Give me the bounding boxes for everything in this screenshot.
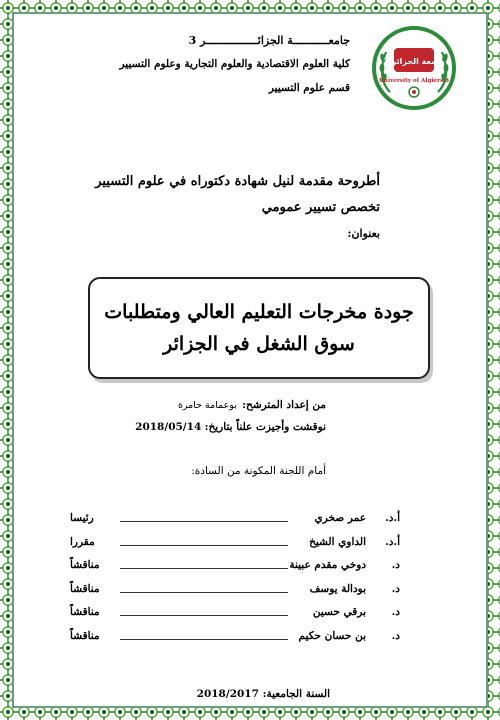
defense-label: نوقشت وأجيزت علناً بتاريخ: bbox=[204, 421, 326, 433]
member-role: رئيسا bbox=[70, 512, 94, 524]
dash-rule bbox=[120, 592, 288, 593]
committee-list bbox=[70, 508, 400, 650]
university-name: جامعـــــــــــة الجزائــــــــــــــــر 3 bbox=[188, 34, 350, 47]
committee-row bbox=[70, 579, 400, 603]
member-name: بودالة يوسف bbox=[309, 582, 366, 595]
thesis-title-line-1: جودة مخرجات التعليم العالي ومتطلبات bbox=[104, 300, 414, 323]
department-name: قسم علوم التسيير bbox=[268, 82, 350, 94]
specialty-line: تخصص تسيير عمومي bbox=[261, 200, 380, 215]
committee-row bbox=[70, 508, 400, 532]
thesis-title-line-2: سوق الشغل في الجزائر bbox=[163, 333, 355, 355]
member-role: مناقشاً bbox=[70, 606, 100, 619]
member-title: أ.د. bbox=[385, 512, 400, 524]
academic-year-value: 2018/2017 bbox=[196, 688, 259, 700]
committee-row bbox=[70, 532, 400, 556]
defense-date: 2018/05/14 bbox=[135, 421, 202, 433]
member-name: عمر صخري bbox=[314, 512, 366, 524]
university-seal-icon bbox=[372, 26, 456, 110]
member-name: برقي حسين bbox=[312, 606, 366, 619]
committee-intro: أمام اللجنة المكونة من السادة: bbox=[191, 465, 326, 477]
member-title: د. bbox=[391, 582, 400, 595]
member-name: بن حسان حكيم bbox=[298, 629, 366, 642]
member-role: مناقشاً bbox=[70, 559, 100, 572]
defense-line bbox=[26, 421, 326, 433]
member-title: د. bbox=[391, 629, 400, 642]
member-name: الداوي الشيخ bbox=[309, 535, 366, 548]
dash-rule bbox=[120, 615, 288, 616]
logo-arabic-text: جامعة الجزائر 3 bbox=[383, 57, 445, 66]
prepared-by-line bbox=[26, 399, 326, 411]
academic-year bbox=[30, 688, 330, 700]
member-role: مناقشاً bbox=[70, 582, 100, 595]
committee-row bbox=[70, 555, 400, 579]
member-role: مقررا bbox=[70, 535, 95, 548]
member-name: دوخي مقدم عبينة bbox=[289, 559, 366, 572]
thesis-title-box bbox=[88, 277, 430, 379]
entitled-label: بعنوان: bbox=[347, 227, 380, 240]
dash-rule bbox=[120, 545, 288, 546]
member-title: د. bbox=[391, 606, 400, 619]
dash-rule bbox=[120, 521, 288, 522]
degree-line: أطروحة مقدمة لنيل شهادة دكتوراه في علوم التسيير bbox=[95, 174, 380, 189]
candidate-name: بوعمامة حامرة bbox=[177, 400, 237, 411]
dash-rule bbox=[120, 639, 288, 640]
committee-row bbox=[70, 626, 400, 650]
prepared-by-label: من إعداد المترشح: bbox=[242, 399, 326, 411]
academic-year-label: السنة الجامعية: bbox=[262, 688, 330, 700]
logo-latin-text: University of Algiers 3 bbox=[379, 78, 449, 84]
member-role: مناقشاً bbox=[70, 629, 100, 642]
dash-rule bbox=[120, 568, 288, 569]
member-title: د. bbox=[391, 559, 400, 572]
committee-row bbox=[70, 602, 400, 626]
member-title: أ.د. bbox=[385, 535, 400, 548]
faculty-name: كلية العلوم الاقتصادية والعلوم التجارية وعلوم التسيير bbox=[119, 58, 350, 70]
